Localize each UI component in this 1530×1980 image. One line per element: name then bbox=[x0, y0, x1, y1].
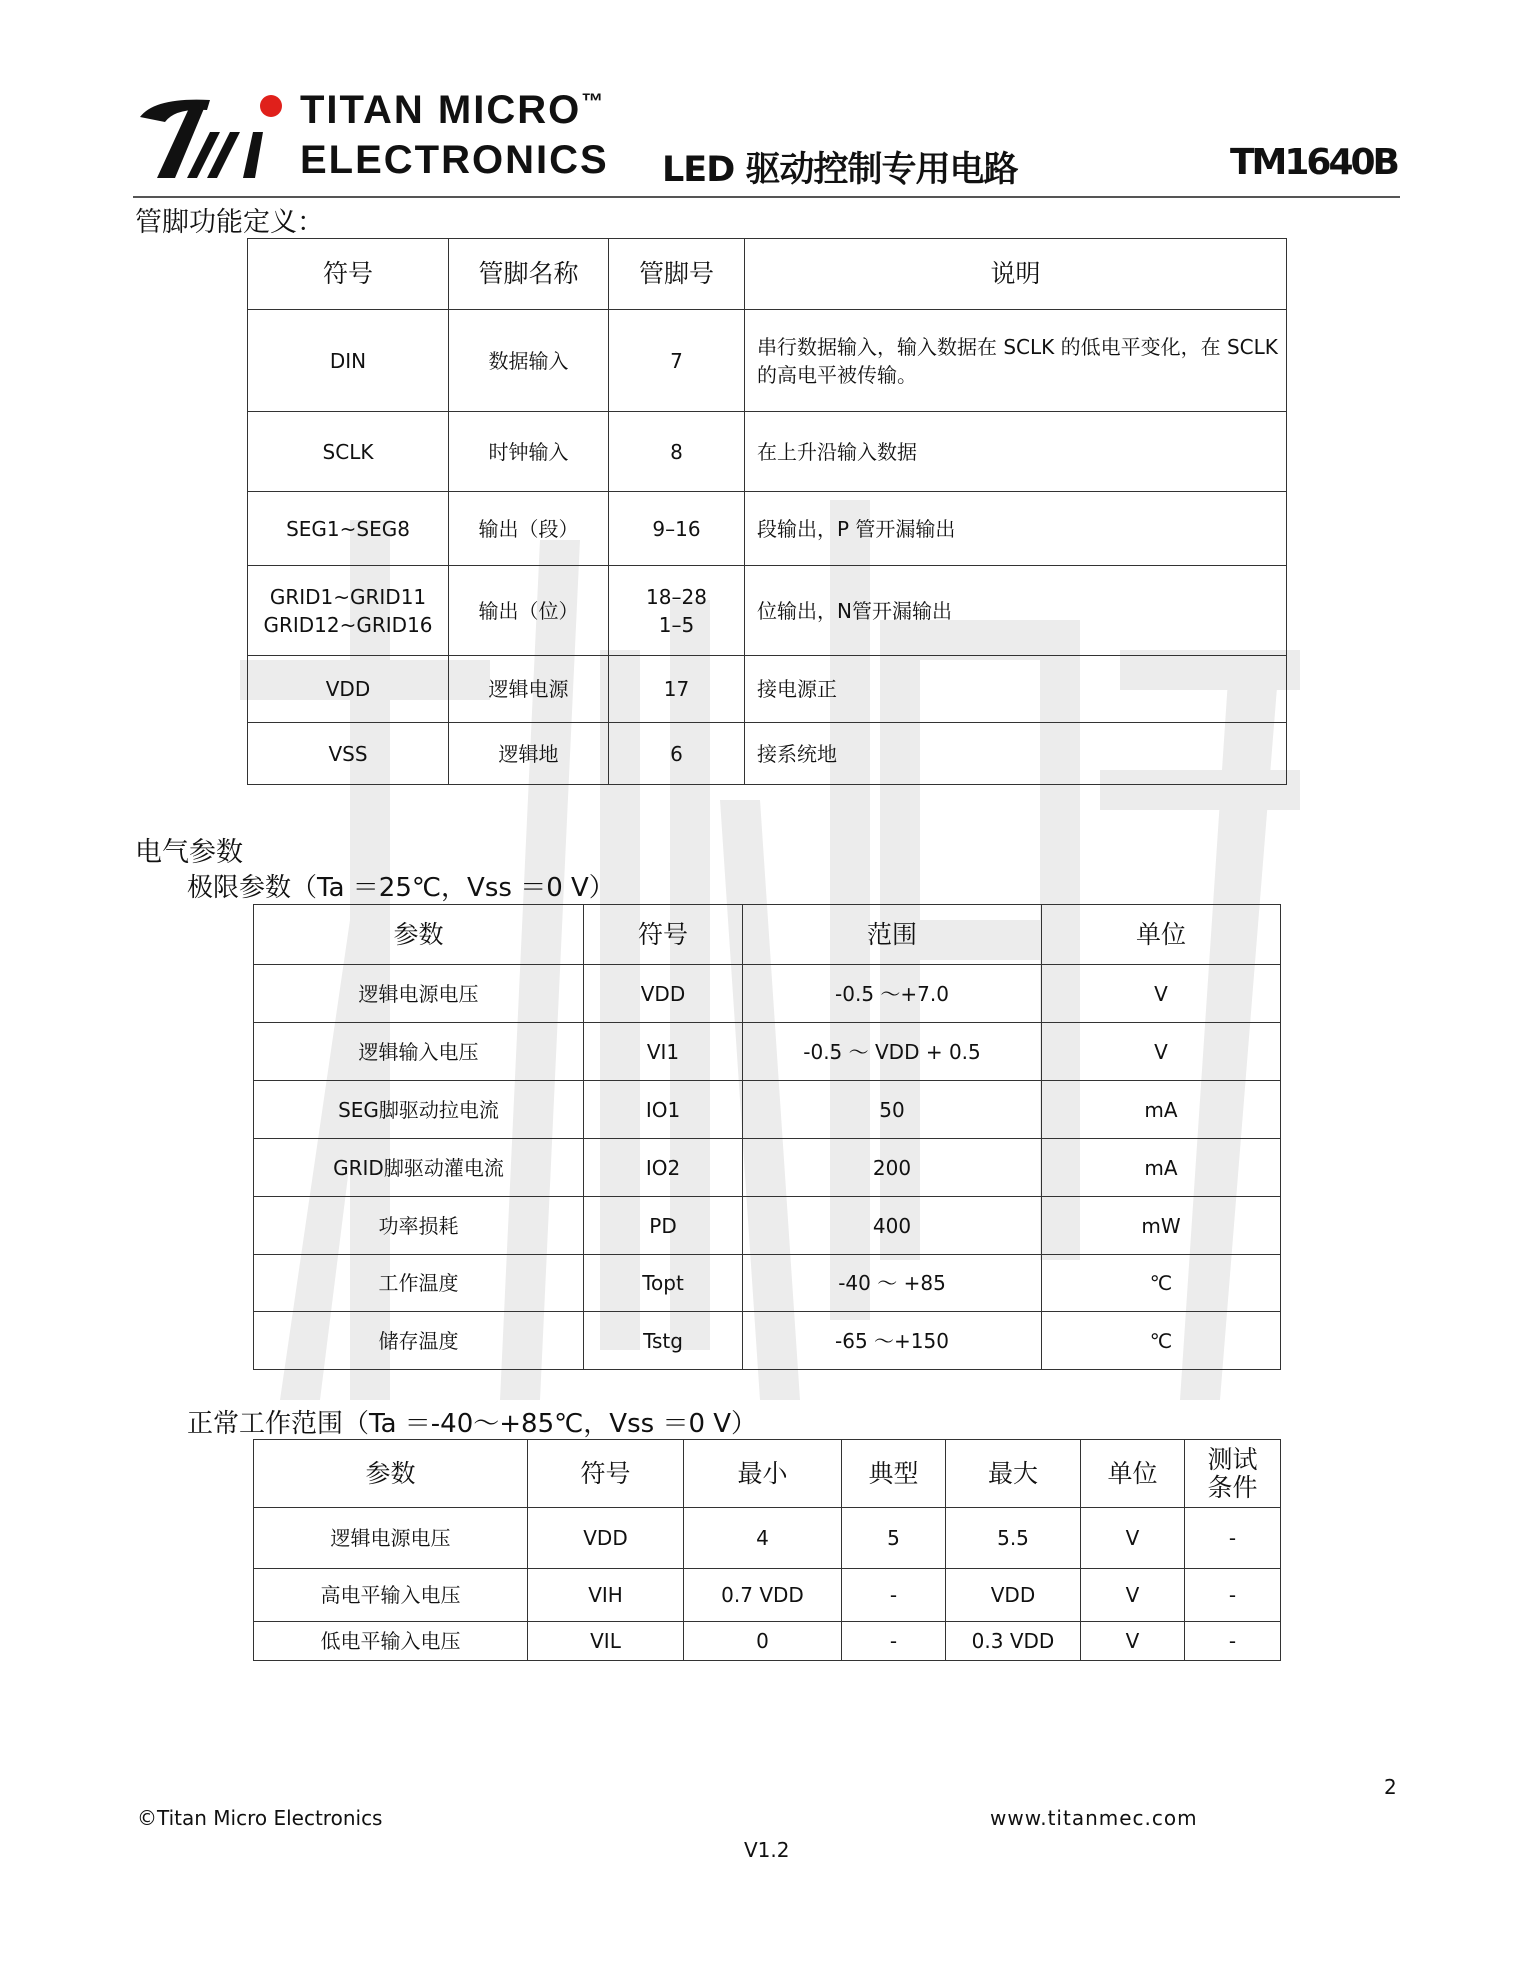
table-row bbox=[248, 310, 1287, 412]
table-cell: V bbox=[1081, 1508, 1185, 1569]
table-cell: -65 ～+150 bbox=[743, 1312, 1042, 1370]
table-row bbox=[248, 656, 1287, 723]
table-cell: - bbox=[842, 1569, 946, 1622]
table-cell: V bbox=[1042, 1023, 1281, 1081]
table-cell: 9–16 bbox=[609, 492, 745, 566]
table-cell: DIN bbox=[248, 310, 449, 412]
table-cell: SEG脚驱动拉电流 bbox=[254, 1081, 584, 1139]
table-cell: 4 bbox=[684, 1508, 842, 1569]
version: V1.2 bbox=[744, 1838, 790, 1862]
column-header: 符号 bbox=[584, 905, 743, 965]
table-cell: 7 bbox=[609, 310, 745, 412]
pin-definition-table bbox=[247, 238, 1287, 785]
table-cell: 时钟输入 bbox=[449, 412, 609, 492]
table-row bbox=[254, 1622, 1281, 1661]
column-header: 测试 条件 bbox=[1185, 1440, 1281, 1508]
table-cell: GRID1~GRID11 GRID12~GRID16 bbox=[248, 566, 449, 656]
electrical-section-title: 电气参数 bbox=[135, 837, 243, 868]
copyright: ©Titan Micro Electronics bbox=[137, 1806, 383, 1830]
column-header: 最小 bbox=[684, 1440, 842, 1508]
table-row bbox=[254, 1081, 1281, 1139]
table-cell: GRID脚驱动灌电流 bbox=[254, 1139, 584, 1197]
table-cell: 位输出，N管开漏输出 bbox=[745, 566, 1287, 656]
column-header: 单位 bbox=[1081, 1440, 1185, 1508]
table-cell: mA bbox=[1042, 1081, 1281, 1139]
column-header: 典型 bbox=[842, 1440, 946, 1508]
table-cell: SCLK bbox=[248, 412, 449, 492]
header-row bbox=[254, 905, 1281, 965]
table-cell: mW bbox=[1042, 1197, 1281, 1255]
header-row bbox=[248, 239, 1287, 310]
table-cell: 功率损耗 bbox=[254, 1197, 584, 1255]
column-header: 管脚名称 bbox=[449, 239, 609, 310]
table-cell: 0 bbox=[684, 1622, 842, 1661]
table-row bbox=[248, 492, 1287, 566]
part-number: TM1640B bbox=[1229, 142, 1397, 183]
abs-max-title: 极限参数（Ta ＝25℃，Vss ＝0 V） bbox=[187, 873, 615, 903]
table-cell: 串行数据输入，输入数据在 SCLK 的低电平变化，在 SCLK的高电平被传输。 bbox=[745, 310, 1287, 412]
abs-max-table bbox=[253, 904, 1281, 1370]
table-cell: 输出（位） bbox=[449, 566, 609, 656]
table-cell: 逻辑输入电压 bbox=[254, 1023, 584, 1081]
table-cell: - bbox=[1185, 1622, 1281, 1661]
brand-name: TITAN MICRO bbox=[300, 88, 582, 132]
column-header: 说明 bbox=[745, 239, 1287, 310]
pin-section-title: 管脚功能定义： bbox=[135, 207, 324, 238]
table-cell: mA bbox=[1042, 1139, 1281, 1197]
table-cell: PD bbox=[584, 1197, 743, 1255]
table-cell: 5.5 bbox=[946, 1508, 1081, 1569]
table-cell: 段输出，P 管开漏输出 bbox=[745, 492, 1287, 566]
table-row bbox=[248, 412, 1287, 492]
table-cell: 工作温度 bbox=[254, 1255, 584, 1312]
table-cell: 在上升沿输入数据 bbox=[745, 412, 1287, 492]
column-header: 最大 bbox=[946, 1440, 1081, 1508]
table-cell: - bbox=[842, 1622, 946, 1661]
table-cell: Topt bbox=[584, 1255, 743, 1312]
table-cell: 接系统地 bbox=[745, 723, 1287, 785]
column-header: 参数 bbox=[254, 1440, 528, 1508]
table-cell: -0.5 ～+7.0 bbox=[743, 965, 1042, 1023]
website-link[interactable]: www.titanmec.com bbox=[990, 1806, 1198, 1830]
table-cell: VI1 bbox=[584, 1023, 743, 1081]
table-cell: VIL bbox=[528, 1622, 684, 1661]
table-row bbox=[254, 1312, 1281, 1370]
table-cell: 0.7 VDD bbox=[684, 1569, 842, 1622]
table-cell: IO1 bbox=[584, 1081, 743, 1139]
header-divider bbox=[133, 196, 1400, 198]
trademark-symbol: ™ bbox=[581, 88, 606, 114]
table-cell: 400 bbox=[743, 1197, 1042, 1255]
header-row bbox=[254, 1440, 1281, 1508]
table-cell: 17 bbox=[609, 656, 745, 723]
table-row bbox=[254, 1139, 1281, 1197]
table-cell: ℃ bbox=[1042, 1312, 1281, 1370]
table-cell: VDD bbox=[946, 1569, 1081, 1622]
table-row bbox=[254, 1197, 1281, 1255]
table-cell: 低电平输入电压 bbox=[254, 1622, 528, 1661]
document-title: LED 驱动控制专用电路 bbox=[662, 150, 1018, 190]
table-cell: 逻辑地 bbox=[449, 723, 609, 785]
table-cell: VIH bbox=[528, 1569, 684, 1622]
table-cell: 输出（段） bbox=[449, 492, 609, 566]
operating-title: 正常工作范围（Ta ＝-40～+85℃，Vss ＝0 V） bbox=[187, 1409, 758, 1439]
table-row bbox=[254, 1508, 1281, 1569]
table-cell: VDD bbox=[528, 1508, 684, 1569]
table-cell: IO2 bbox=[584, 1139, 743, 1197]
table-cell: VSS bbox=[248, 723, 449, 785]
column-header: 范围 bbox=[743, 905, 1042, 965]
table-cell: Tstg bbox=[584, 1312, 743, 1370]
table-cell: 逻辑电源电压 bbox=[254, 965, 584, 1023]
table-cell: 200 bbox=[743, 1139, 1042, 1197]
table-cell: 数据输入 bbox=[449, 310, 609, 412]
table-cell: 储存温度 bbox=[254, 1312, 584, 1370]
table-row bbox=[254, 1569, 1281, 1622]
table-cell: - bbox=[1185, 1508, 1281, 1569]
titan-logo-icon bbox=[135, 92, 285, 182]
page-number: 2 bbox=[1384, 1775, 1397, 1799]
table-cell: 5 bbox=[842, 1508, 946, 1569]
table-cell: 6 bbox=[609, 723, 745, 785]
table-row bbox=[248, 723, 1287, 785]
table-cell: VDD bbox=[584, 965, 743, 1023]
table-cell: -0.5 ～ VDD + 0.5 bbox=[743, 1023, 1042, 1081]
column-header: 参数 bbox=[254, 905, 584, 965]
table-cell: 高电平输入电压 bbox=[254, 1569, 528, 1622]
table-cell: 逻辑电源电压 bbox=[254, 1508, 528, 1569]
brand-line-1 bbox=[300, 88, 605, 133]
table-cell: 逻辑电源 bbox=[449, 656, 609, 723]
table-cell: 8 bbox=[609, 412, 745, 492]
column-header: 单位 bbox=[1042, 905, 1281, 965]
column-header: 符号 bbox=[248, 239, 449, 310]
table-cell: ℃ bbox=[1042, 1255, 1281, 1312]
table-cell: VDD bbox=[248, 656, 449, 723]
table-row bbox=[254, 1255, 1281, 1312]
table-cell: V bbox=[1042, 965, 1281, 1023]
table-cell: V bbox=[1081, 1569, 1185, 1622]
table-cell: -40 ～ +85 bbox=[743, 1255, 1042, 1312]
table-cell: 50 bbox=[743, 1081, 1042, 1139]
column-header: 管脚号 bbox=[609, 239, 745, 310]
table-cell: 接电源正 bbox=[745, 656, 1287, 723]
table-row bbox=[254, 1023, 1281, 1081]
table-cell: SEG1~SEG8 bbox=[248, 492, 449, 566]
table-cell: 18–28 1–5 bbox=[609, 566, 745, 656]
table-cell: 0.3 VDD bbox=[946, 1622, 1081, 1661]
brand-line-2: ELECTRONICS bbox=[300, 138, 609, 182]
table-row bbox=[248, 566, 1287, 656]
operating-range-table bbox=[253, 1439, 1281, 1661]
table-row bbox=[254, 965, 1281, 1023]
table-cell: V bbox=[1081, 1622, 1185, 1661]
column-header: 符号 bbox=[528, 1440, 684, 1508]
table-cell: - bbox=[1185, 1569, 1281, 1622]
